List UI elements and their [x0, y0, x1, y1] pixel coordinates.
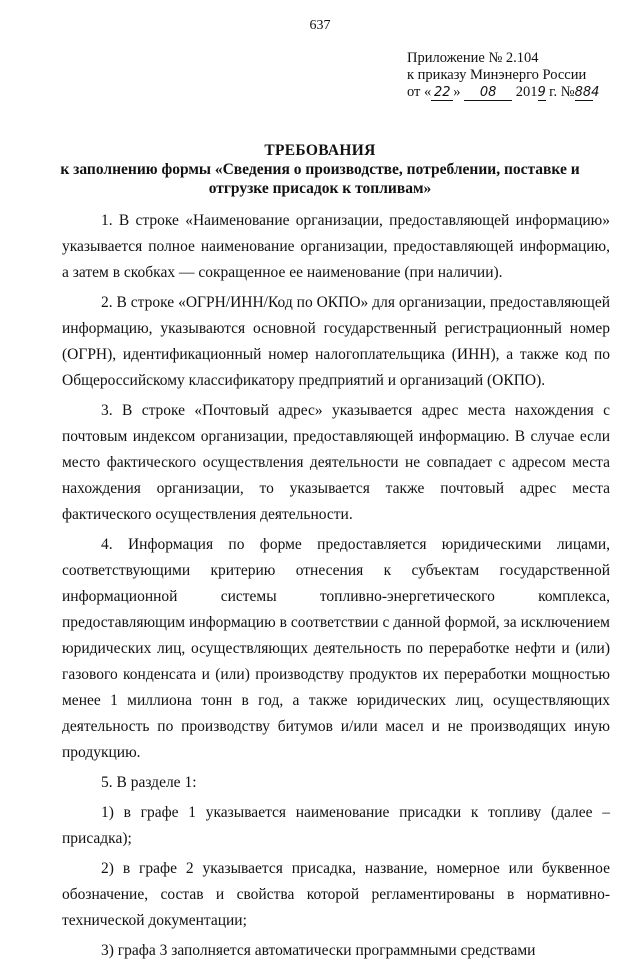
paragraph-5-item-3: 3) графа 3 заполняется автоматически программными средствами	[101, 942, 536, 959]
paragraph-4: 4. Информация по форме предоставляется юридическими лицами, соответствующими критерию отнесения к субъектам государственной информационной системы топливно-энергетического комплекса, предоставляющим информацию в соответствии с данной формой, за исключением юридических лиц, осуществляющих деятельность по переработке нефти и (или) газового конденсата и (или) производству продуктов их переработки мощностью менее 1 миллиона тонн в год, а также юридических лиц, осуществляющих деятельность по производству битумов и/или масел и не производящих иную продукцию.	[62, 536, 610, 761]
paragraph-5: 5. В разделе 1:	[101, 774, 197, 791]
paragraph-5-item-2: 2) в графе 2 указывается присадка, название, номерное или буквенное обозначение, состав и свойства которой регламентированы в нормативно-технической документации;	[62, 860, 610, 929]
title-subtitle-line-2: отгрузке присадок к топливам»	[208, 180, 432, 197]
handwritten-month: 08	[464, 86, 512, 101]
paragraph-3: 3. В строке «Почтовый адрес» указывается адрес места нахождения с почтовым индексом организации, предоставляющей информацию. В случае если место фактического осуществления деятельности не совпадает с адресом места нахождения организации, то указывается также почтовый адрес места фактического осуществления деятельности.	[62, 402, 610, 523]
title-subtitle-line-1: к заполнению формы «Сведения о производстве, потреблении, поставке и	[60, 161, 580, 178]
appendix-title: Приложение № 2.104	[407, 50, 539, 66]
document-body	[62, 208, 610, 968]
handwritten-day: 22	[431, 86, 453, 101]
title-main: ТРЕБОВАНИЯ	[264, 142, 376, 159]
year-prefix: 201	[515, 84, 538, 100]
date-prefix: от «	[407, 84, 432, 100]
paragraph-5-item-1: 1) в графе 1 указывается наименование присадки к топливу (далее – присадка);	[62, 804, 610, 847]
handwritten-order-number: 884	[574, 85, 600, 100]
handwritten-year-digit: 9	[537, 85, 546, 100]
appendix-block	[407, 50, 607, 101]
paragraph-2: 2. В строке «ОГРН/ИНН/Код по ОКПО» для организации, предоставляющей информацию, указываются основной государственный регистрационный номер (ОГРН), идентификационный номер налогоплательщика (ИНН), а также код по Общероссийскому классификатору предприятий и организаций (ОКПО).	[62, 294, 610, 389]
year-suffix: г. №	[545, 84, 575, 100]
page-number: 637	[309, 18, 331, 33]
date-separator: »	[453, 84, 461, 100]
document-title	[0, 141, 640, 198]
appendix-order-ref: к приказу Минэнерго России	[407, 67, 587, 83]
paragraph-1: 1. В строке «Наименование организации, предоставляющей информацию» указывается полное наименование организации, предоставляющей информацию, а затем в скобках — сокращенное ее наименование (при наличии).	[62, 212, 610, 281]
appendix-date-line	[407, 84, 607, 101]
